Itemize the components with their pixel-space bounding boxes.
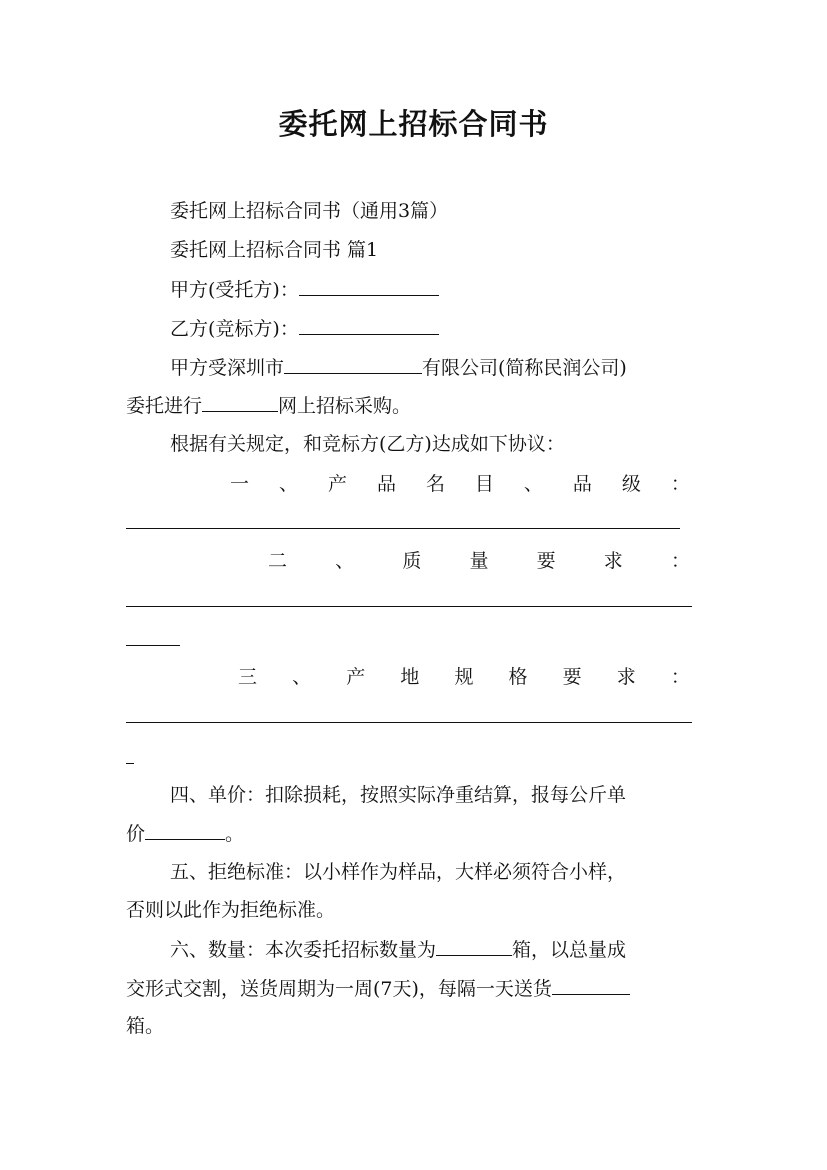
item3-char: 格: [508, 666, 528, 688]
item2-heading: [268, 549, 690, 573]
price-line-2: [126, 821, 706, 846]
item1-char: 目: [474, 473, 494, 495]
item2-blank-line: [126, 606, 692, 607]
item1-char: 、: [278, 473, 298, 495]
company-blank: [284, 355, 422, 374]
item1-char: 、: [523, 473, 543, 495]
qty-line-3: 箱。: [126, 1015, 165, 1037]
party-a-blank: [299, 277, 439, 296]
item3-char: 要: [562, 666, 582, 688]
item2-blank-line-cont: [126, 645, 180, 646]
basis-paragraph: 根据有关规定，和竞标方(乙方)达成如下协议：: [170, 433, 565, 455]
unit-price-blank: [145, 821, 225, 840]
item1-heading: [230, 472, 690, 496]
delivery-blank: [552, 976, 630, 995]
item1-char: ：: [670, 473, 690, 495]
entrust-line-2: [126, 393, 706, 418]
party-a-label: 甲方(受托方)：: [170, 279, 299, 301]
qty-line-2: [126, 976, 706, 1001]
item2-char: 求: [603, 550, 623, 572]
party-b-blank: [299, 316, 439, 335]
part-heading: 委托网上招标合同书 篇1: [170, 239, 379, 261]
item1-char: 一: [230, 473, 250, 495]
item2-char: 、: [335, 550, 355, 572]
qty-text-1b: 箱，以总量成: [512, 939, 627, 961]
item2-char: ：: [670, 550, 690, 572]
qty-line-1: [170, 937, 706, 962]
item2-char: 要: [536, 550, 556, 572]
reject-line-1: 五、拒绝标准：以小样作为样品，大样必须符合小样，: [170, 861, 627, 883]
party-b-line: [170, 316, 706, 341]
item1-char: 产: [327, 473, 347, 495]
item2-char: 质: [402, 550, 422, 572]
item3-char: 三: [238, 666, 258, 688]
item3-char: ：: [670, 666, 690, 688]
entrust-text-2b: 网上招标采购。: [278, 395, 412, 417]
item3-blank-line: [126, 722, 692, 723]
item3-char: 规: [454, 666, 474, 688]
price-text-2b: 。: [225, 823, 245, 845]
entrust-text-1b: 有限公司(简称民润公司): [422, 357, 627, 379]
item1-char: 名: [425, 473, 445, 495]
item3-heading: [238, 665, 690, 689]
party-b-label: 乙方(竞标方)：: [170, 318, 299, 340]
item2-char: 二: [268, 550, 288, 572]
item3-char: 、: [292, 666, 312, 688]
reject-line-2: 否则以此作为拒绝标准。: [126, 899, 336, 921]
item3-char: 产: [346, 666, 366, 688]
entrust-text-2a: 委托进行: [126, 395, 203, 417]
document-subtitle: 委托网上招标合同书（通用3篇）: [170, 200, 449, 222]
qty-text-1a: 六、数量：本次委托招标数量为: [170, 939, 437, 961]
item1-blank-line: [126, 528, 680, 529]
price-text-2a: 价: [126, 823, 146, 845]
item1-char: 品: [572, 473, 592, 495]
price-line-1: 四、单价：扣除损耗，按照实际净重结算，报每公斤单: [170, 784, 627, 806]
item3-char: 地: [400, 666, 420, 688]
item3-blank-line-cont: [126, 763, 134, 764]
entrust-line-1: [170, 355, 706, 380]
item3-char: 求: [616, 666, 636, 688]
item1-char: 品: [376, 473, 396, 495]
purchase-item-blank: [202, 393, 278, 412]
qty-text-2a: 交形式交割，送货周期为一周(7天)，每隔一天送货: [126, 978, 552, 1000]
party-a-line: [170, 277, 706, 302]
document-title: 委托网上招标合同书: [278, 107, 549, 141]
item2-char: 量: [469, 550, 489, 572]
quantity-blank: [436, 937, 512, 956]
item1-char: 级: [621, 473, 641, 495]
entrust-text-1a: 甲方受深圳市: [170, 357, 285, 379]
